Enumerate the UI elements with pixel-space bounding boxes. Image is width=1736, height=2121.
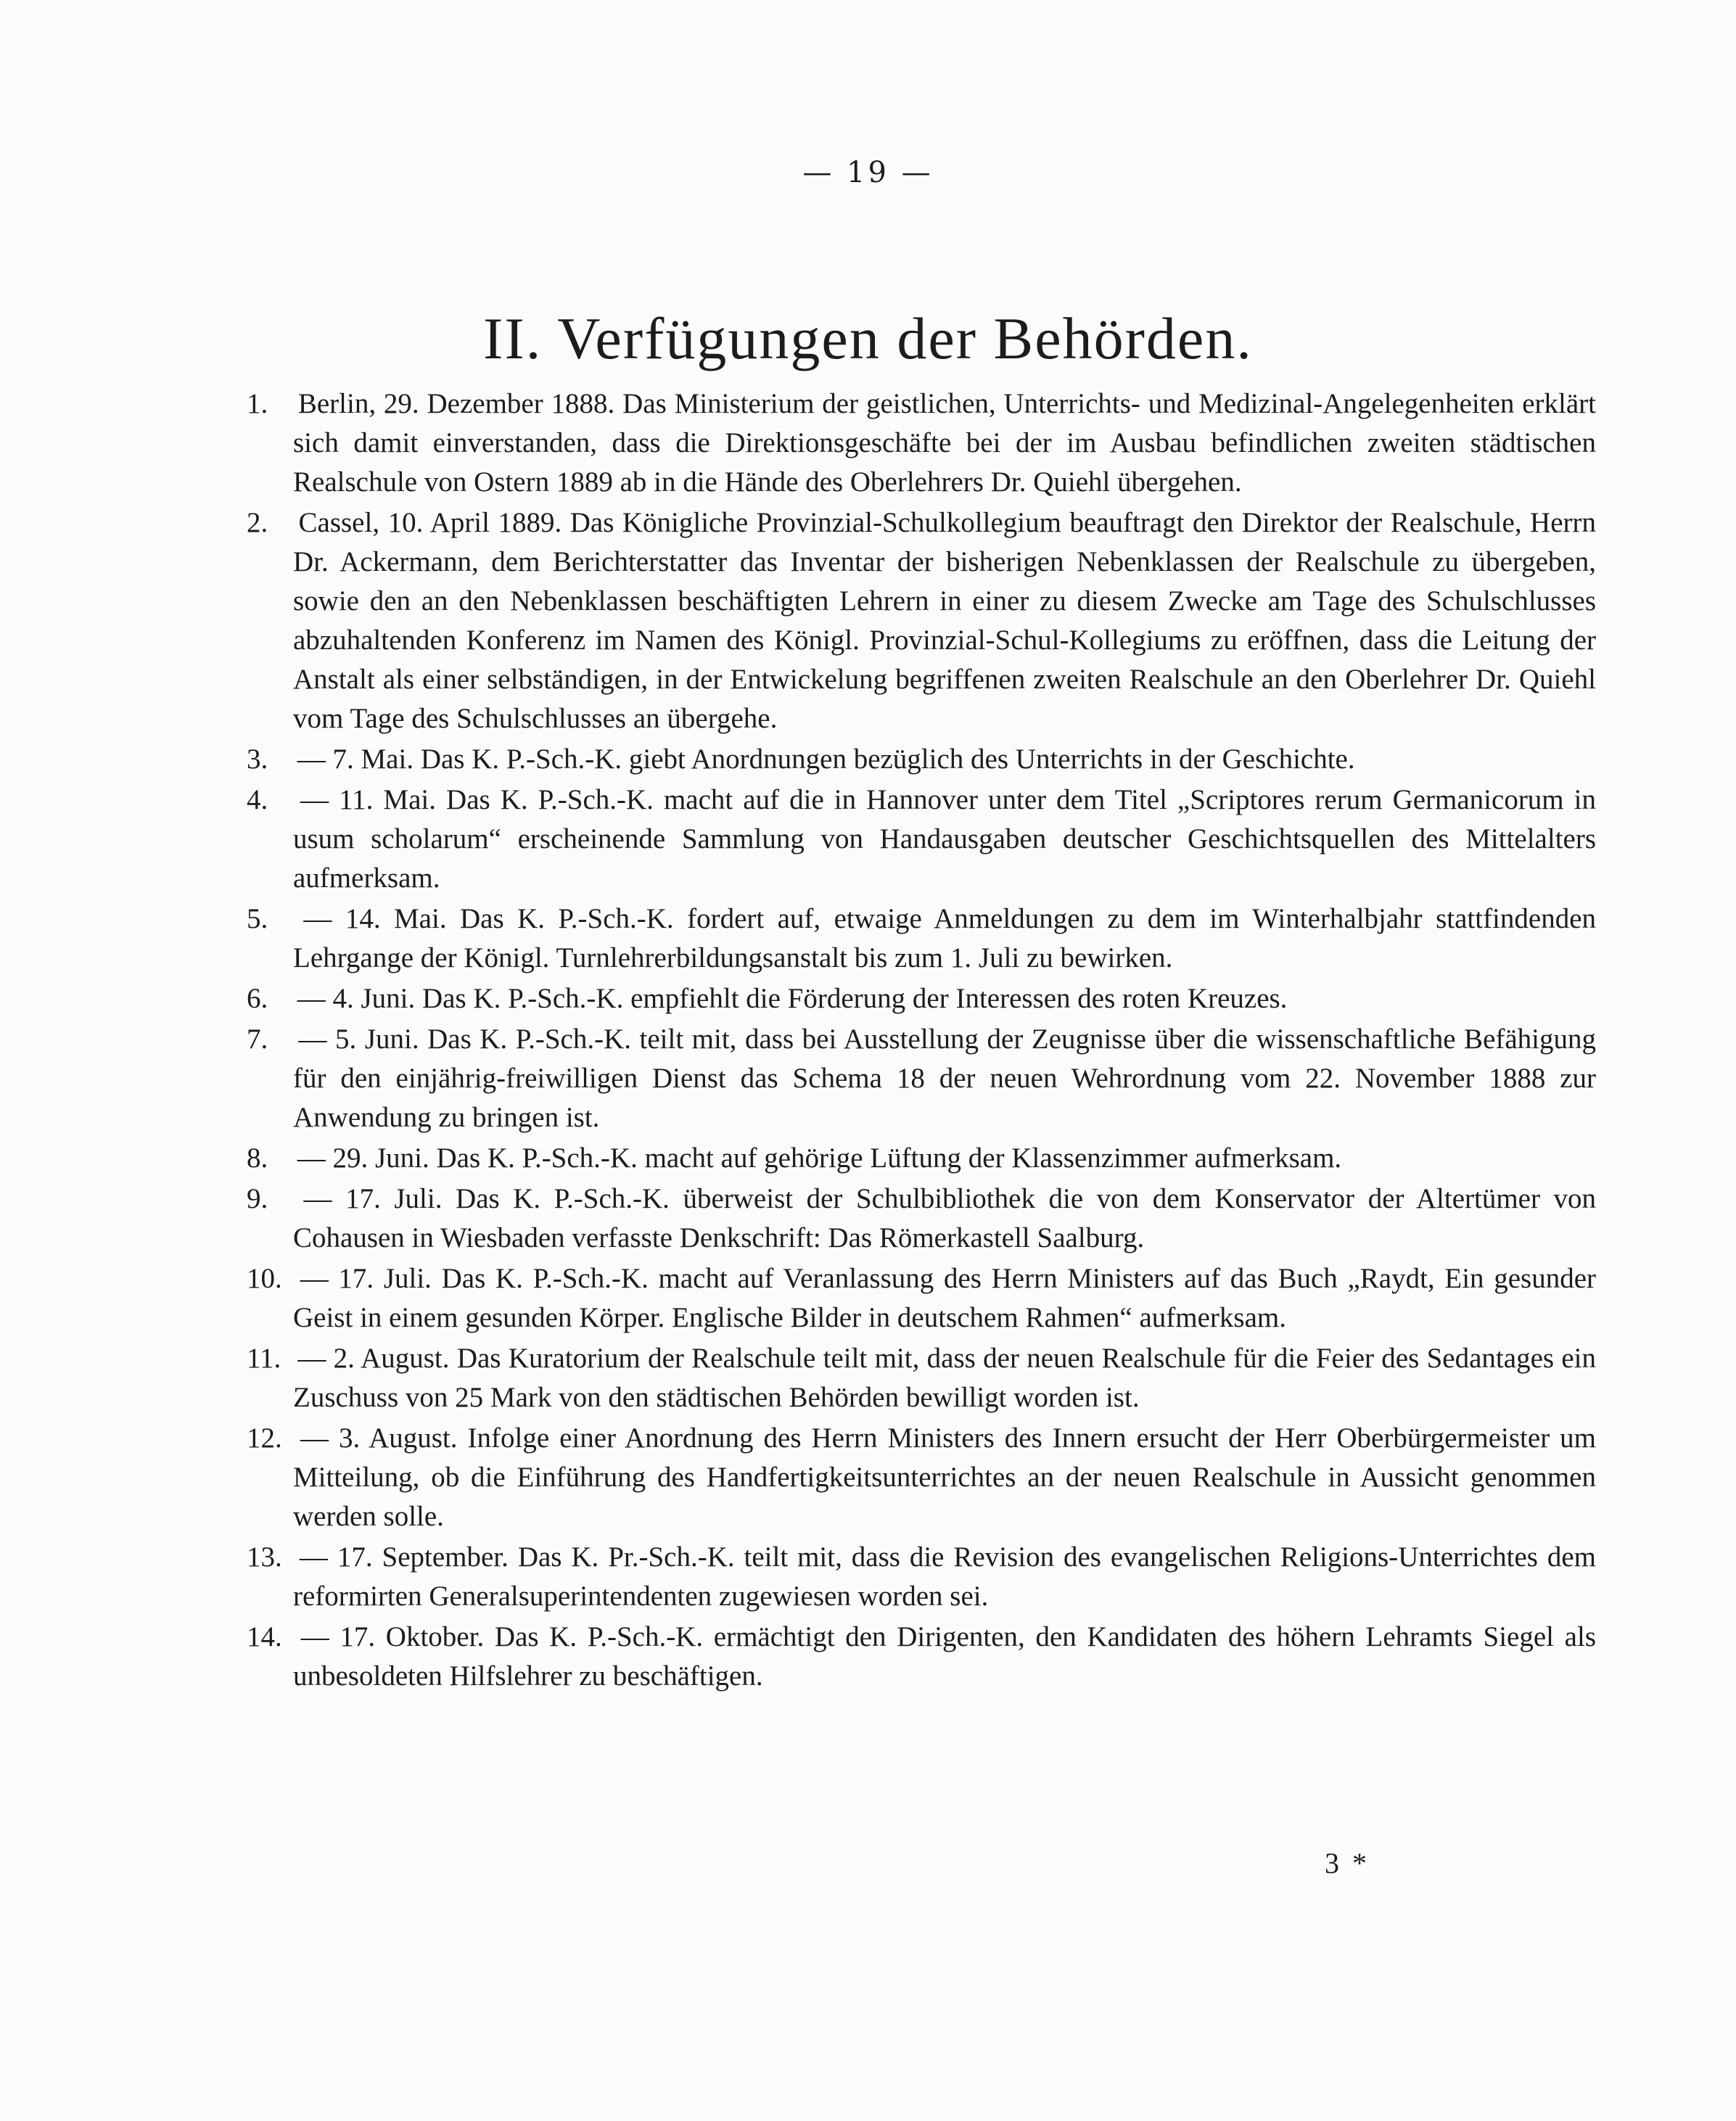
- entry-8: [247, 1139, 1596, 1178]
- entry-number: 3.: [247, 744, 268, 775]
- entry-14: [247, 1618, 1596, 1696]
- entry-text: Das K. P.-Sch.-K. giebt Anordnungen bezüglich des Unterrichts in der Geschichte.: [420, 744, 1355, 775]
- entry-12: [247, 1419, 1596, 1536]
- entry-text: Infolge einer Anordnung des Herrn Ministers des Innern ersucht der Herr Oberbürgermeister um Mitteilung, ob die Einführung des Handfertigkeitsunterrichtes an der neuen Realschule in Aussicht genommen werden solle.: [293, 1422, 1597, 1532]
- entry-text: Das Königliche Provinzial-Schulkollegium beauftragt den Direktor der Realschule, Herrn Dr. Ackermann, dem Berichterstatter das Inventar der bisherigen Nebenklassen der Realschule zu übergeben, sowie den an den Nebenklassen beschäftigten Lehrern in einer zu diesem Zwecke am Tage des Schulschlusses abzuhaltenden Konferenz im Namen des Königl. Provinzial-Schul-Kollegiums zu eröffnen, dass die Leitung der Anstalt als einer selbständigen, in der Entwickelung begriffenen zweiten Realschule an den Oberlehrer Dr. Quiehl vom Tage des Schulschlusses an übergehe.: [293, 507, 1597, 734]
- page-number: — 19 —: [802, 156, 934, 189]
- entry-number: 10.: [247, 1263, 282, 1294]
- entry-text: Das K. P.-Sch.-K. macht auf die in Hannover unter dem Titel „Scriptores rerum Germanicorum in usum scholarum“ erscheinende Sammlung von Handausgaben deutscher Geschichtsquellen des Mittelalters aufmerksam.: [293, 784, 1597, 894]
- entry-number: 2.: [247, 507, 268, 538]
- entry-number: 1.: [247, 388, 268, 419]
- entry-text: Das K. P.-Sch.-K. überweist der Schulbibliothek die von dem Konservator der Altertümer von Cohausen in Wiesbaden verfasste Denkschrift: Das Römerkastell Saalburg.: [293, 1183, 1597, 1253]
- entry-number: 14.: [247, 1621, 282, 1652]
- entry-number: 4.: [247, 784, 268, 815]
- entry-number: 7.: [247, 1024, 268, 1055]
- entry-text: Das K. P.-Sch.-K. teilt mit, dass bei Ausstellung der Zeugnisse über die wissenschaftliche Befähigung für den einjährig-freiwilligen Dienst das Schema 18 der neuen Wehrordnung vom 22. November 1888 zur Anwendung zu bringen ist.: [293, 1024, 1597, 1133]
- entry-date: — 17. September.: [299, 1541, 509, 1573]
- entry-3: [247, 740, 1596, 779]
- entry-text: Das K. P.-Sch.-K. fordert auf, etwaige Anmeldungen zu dem im Winterhalbjahr stattfindenden Lehrgange der Königl. Turnlehrerbildungsanstalt bis zum 1. Juli zu bewirken.: [293, 903, 1597, 973]
- entry-date: — 17. Juli.: [300, 1263, 432, 1294]
- entry-text: Das K. P.-Sch.-K. ermächtigt den Dirigenten, den Kandidaten des höhern Lehramts Siegel als unbesoldeten Hilfslehrer zu beschäftigen.: [293, 1621, 1596, 1692]
- entry-date: — 7. Mai.: [297, 744, 414, 775]
- entry-date: — 4. Juni.: [297, 983, 416, 1014]
- entry-6: [247, 979, 1596, 1018]
- entry-date: — 17. Juli.: [303, 1183, 443, 1214]
- entry-date: — 5. Juni.: [298, 1024, 419, 1055]
- entry-5: [247, 899, 1596, 978]
- entry-date: Berlin, 29. Dezember 1888.: [297, 388, 615, 419]
- entries-list: [247, 384, 1596, 1697]
- entry-text: Das Ministerium der geistlichen, Unterrichts- und Medizinal-Angelegenheiten erklärt sich damit einverstanden, dass die Direktionsgeschäfte bei der im Ausbau befindlichen zweiten städtischen Realschule von Ostern 1889 ab in die Hände des Oberlehrers Dr. Quiehl übergehen.: [293, 388, 1597, 498]
- entry-13: [247, 1538, 1596, 1616]
- signature-mark: 3 *: [1325, 1847, 1370, 1879]
- entry-date: — 14. Mai.: [303, 903, 447, 934]
- entry-10: [247, 1259, 1596, 1338]
- entry-number: 11.: [247, 1343, 281, 1374]
- entry-date: — 2. August.: [297, 1343, 450, 1374]
- section-title: II. Verfügungen der Behörden.: [483, 305, 1253, 371]
- entry-date: — 29. Juni.: [297, 1142, 429, 1174]
- entry-number: 5.: [247, 903, 268, 934]
- entry-9: [247, 1179, 1596, 1258]
- entry-number: 9.: [247, 1183, 268, 1214]
- entry-2: [247, 503, 1596, 738]
- entry-11: [247, 1339, 1596, 1417]
- entry-text: Das Kuratorium der Realschule teilt mit, dass der neuen Realschule für die Feier des Sedantages ein Zuschuss von 25 Mark von den städtischen Behörden bewilligt worden ist.: [293, 1343, 1597, 1413]
- entry-1: [247, 384, 1596, 502]
- entry-date: — 11. Mai.: [300, 784, 436, 815]
- entry-number: 12.: [247, 1422, 282, 1454]
- entry-text: Das K. P.-Sch.-K. empfiehlt die Förderung der Interessen des roten Kreuzes.: [422, 983, 1288, 1014]
- entry-text: Das K. P.-Sch.-K. macht auf Veranlassung des Herrn Ministers auf das Buch „Raydt, Ein gesunder Geist in einem gesunden Körper. Englische Bilder in deutschem Rahmen“ aufmerksam.: [293, 1263, 1597, 1333]
- entry-number: 13.: [247, 1541, 282, 1573]
- entry-text: Das K. Pr.-Sch.-K. teilt mit, dass die Revision des evangelischen Religions-Unterrichtes dem reformirten Generalsuperintendenten zugewiesen worden sei.: [293, 1541, 1597, 1612]
- entry-date: — 3. August.: [300, 1422, 458, 1454]
- entry-text: Das K. P.-Sch.-K. macht auf gehörige Lüftung der Klassenzimmer aufmerksam.: [436, 1142, 1342, 1174]
- entry-7: [247, 1020, 1596, 1137]
- entry-4: [247, 781, 1596, 898]
- entry-number: 6.: [247, 983, 268, 1014]
- entry-number: 8.: [247, 1142, 268, 1174]
- entry-date: — 17. Oktober.: [300, 1621, 485, 1652]
- entry-date: Cassel, 10. April 1889.: [298, 507, 562, 538]
